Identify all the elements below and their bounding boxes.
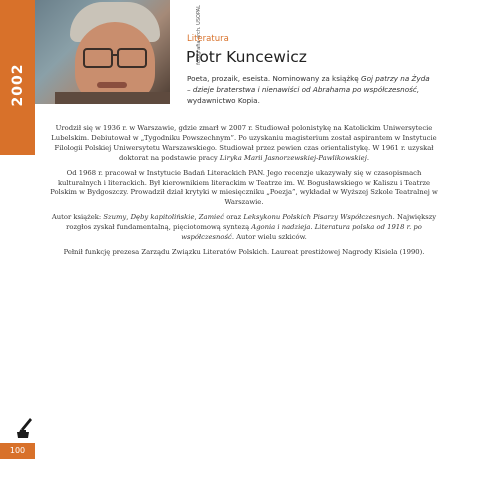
year-label: 2002 bbox=[10, 63, 26, 107]
bio-paragraph: Autor książek: Szumy, Dęby kapitolińskie, Zamieć oraz Leksykonu Polskich Pisarzy Współczesnych. Największy rozgłos zyskał fundamentalną, pięciotomową syntezą Agonia i nadzieja. Literatura polska od 1918 r. po współczesność. Autor wielu szkiców. bbox=[51, 213, 437, 242]
page-number: 100 bbox=[9, 446, 26, 455]
biography bbox=[50, 124, 438, 263]
author-name: Piotr Kuncewicz bbox=[186, 48, 307, 66]
bio-paragraph: Urodził się w 1936 r. w Warszawie, gdzie zmarł w 2007 r. Studiował polonistykę na Katolickim Uniwersytecie Lubelskim. Debiutował w „Tygodniku Powszechnym”. Po uzyskaniu magisterium został aspirantem w Instytucie Filologii Polskiej Uniwersytetu Warszawskiego. Studiował przez pewien czas orientalistykę. W 1961 r. uzyskał doktorat na podstawie pracy Liryka Marii Jasnorzewskiej-Pawlikowskiej. bbox=[51, 124, 437, 162]
lead-paragraph: Poeta, prozaik, eseista. Nominowany za książkę Goj patrzy na Żyda – dzieje braterstwa i nienawiści od Abrahama po współczesność, wydawnictwo Kopia. bbox=[187, 74, 430, 105]
author-portrait bbox=[35, 0, 170, 104]
bio-paragraph: Pełnił funkcję prezesa Zarządu Związku Literatów Polskich. Laureat prestiżowej Nagrody Kisiela (1990). bbox=[63, 247, 425, 256]
category-label: Literatura bbox=[187, 34, 229, 44]
photo-credit: fotografia arch. USOPAL bbox=[196, 5, 202, 65]
sidebar bbox=[0, 0, 35, 480]
year-block bbox=[0, 0, 35, 155]
bio-paragraph: Od 1968 r. pracował w Instytucie Badań Literackich PAN. Jego recenzje ukazywały się w czasopismach kulturalnych i literackich. Był kierownikiem literackim w Teatrze im. W. Bogusławskiego w Kaliszu i Teatrze Polskim w Bydgoszczy. Prowadził dział krytyki w miesięczniku „Poezja”, wykładał w Wyższej Szkole Teatralnej w Warszawie. bbox=[50, 168, 438, 207]
pen-inkwell-icon bbox=[14, 417, 34, 439]
